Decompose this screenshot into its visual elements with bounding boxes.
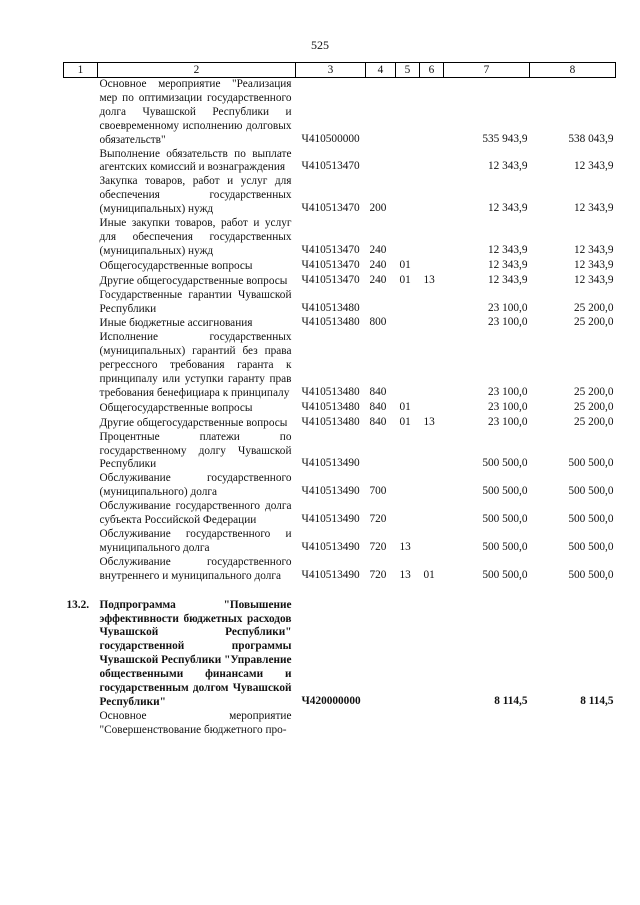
row-name: Процентные платежи по государственному долгу Чувашской Республики — [99, 430, 292, 471]
subsection-code — [420, 528, 444, 556]
amount-year-2: 500 500,0 — [568, 513, 614, 526]
row-name: Основное мероприятие "Совершенствование бюджетного про- — [99, 709, 292, 736]
target-article-code: Ч410513470 — [301, 258, 360, 271]
amount-year-1: 12 343,9 — [487, 273, 528, 286]
expense-type-code: 240 — [369, 273, 387, 286]
table-row — [64, 472, 616, 500]
subsection-code — [420, 599, 444, 710]
expense-type-code: 240 — [369, 243, 387, 256]
amount-year-1 — [444, 710, 530, 738]
amount-year-1: 8 114,5 — [494, 694, 528, 707]
section-code — [396, 472, 420, 500]
row-number — [64, 528, 98, 556]
section-code: 01 — [399, 258, 411, 271]
target-article-code: Ч410500000 — [301, 132, 360, 145]
row-number — [64, 416, 98, 431]
table-row — [64, 528, 616, 556]
column-header: 8 — [530, 63, 616, 78]
section-code — [396, 289, 420, 317]
expense-type-code — [366, 289, 396, 317]
row-name: Иные бюджетные ассигнования — [99, 317, 253, 330]
target-article-code: Ч410513480 — [301, 415, 360, 428]
amount-year-1: 23 100,0 — [487, 400, 528, 413]
row-number — [64, 556, 98, 584]
subsection-code: 13 — [423, 415, 435, 428]
table-row — [64, 556, 616, 584]
amount-year-2: 12 343,9 — [573, 273, 614, 286]
target-article-code — [296, 710, 366, 738]
target-article-code: Ч410513480 — [301, 400, 360, 413]
row-name: Исполнение государственных (муниципальных) гарантий без права регрессного требования гаранта к принципалу или уступки гаранту прав требования бенефициара к принципалу — [99, 331, 292, 399]
expense-type-code: 840 — [369, 415, 387, 428]
amount-year-2: 25 200,0 — [573, 301, 614, 314]
subsection-code — [420, 259, 444, 274]
amount-year-1: 23 100,0 — [487, 301, 528, 314]
amount-year-1: 500 500,0 — [482, 513, 528, 526]
target-article-code: Ч410513470 — [301, 202, 360, 215]
target-article-code: Ч410513470 — [301, 273, 360, 286]
row-name: Обслуживание государственного (муниципального) долга — [99, 472, 292, 499]
target-article-code: Ч420000000 — [301, 694, 361, 707]
section-code — [396, 599, 420, 710]
row-name: Общегосударственные вопросы — [99, 401, 253, 414]
expense-type-code: 800 — [369, 316, 387, 329]
target-article-code: Ч410513490 — [301, 513, 360, 526]
subsection-code — [420, 316, 444, 331]
amount-year-2: 12 343,9 — [573, 258, 614, 271]
section-code: 13 — [399, 540, 411, 553]
column-header: 1 — [64, 63, 98, 78]
expense-type-code: 840 — [369, 385, 387, 398]
table-row — [64, 331, 616, 401]
row-number — [64, 175, 98, 217]
subsection-code: 13 — [423, 273, 435, 286]
row-name: Государственные гарантии Чувашской Республики — [99, 288, 292, 315]
amount-year-1: 500 500,0 — [482, 485, 528, 498]
expense-type-code — [366, 78, 396, 148]
section-code: 01 — [399, 400, 411, 413]
row-number — [64, 401, 98, 416]
row-name: Другие общегосударственные вопросы — [99, 416, 288, 429]
expense-type-code — [366, 599, 396, 710]
subsection-code — [420, 500, 444, 528]
row-name: Подпрограмма "Повышение эффективности бюджетных расходов Чувашской Республики" государственной программы Чувашской Республики "Управление общественными финансами и государственным долгом Чувашской Республики" — [99, 598, 292, 708]
section-code: 01 — [399, 273, 411, 286]
table-row — [64, 401, 616, 416]
section-code — [396, 316, 420, 331]
section-code: 01 — [399, 415, 411, 428]
row-name: Общегосударственные вопросы — [99, 259, 253, 272]
row-number — [64, 148, 98, 176]
subsection-code — [420, 148, 444, 176]
section-code — [396, 148, 420, 176]
section-code — [396, 500, 420, 528]
table-row — [64, 217, 616, 259]
amount-year-1: 12 343,9 — [487, 258, 528, 271]
section-code: 13 — [399, 568, 411, 581]
amount-year-2: 500 500,0 — [568, 485, 614, 498]
amount-year-2: 25 200,0 — [573, 415, 614, 428]
section-code — [396, 217, 420, 259]
row-number — [64, 289, 98, 317]
amount-year-2: 25 200,0 — [573, 316, 614, 329]
row-number — [64, 78, 98, 148]
section-code — [396, 175, 420, 217]
row-name: Обслуживание государственного внутреннего и муниципального долга — [99, 555, 292, 582]
table-row — [64, 148, 616, 176]
column-header: 6 — [420, 63, 444, 78]
column-header: 2 — [98, 63, 296, 78]
row-number — [64, 259, 98, 274]
table-header-row — [64, 63, 616, 78]
target-article-code: Ч410513490 — [301, 568, 360, 581]
subsection-code — [420, 289, 444, 317]
row-number — [64, 710, 98, 738]
table-row — [64, 259, 616, 274]
subsection-code — [420, 331, 444, 401]
row-number — [64, 500, 98, 528]
amount-year-2: 538 043,9 — [568, 132, 614, 145]
spacer-cell — [64, 584, 616, 599]
row-number — [64, 472, 98, 500]
amount-year-1: 12 343,9 — [487, 160, 528, 173]
amount-year-1: 12 343,9 — [487, 243, 528, 256]
amount-year-2 — [530, 710, 616, 738]
amount-year-2: 25 200,0 — [573, 385, 614, 398]
subsection-code — [420, 710, 444, 738]
row-name: Основное мероприятие "Реализация мер по оптимизации государственного долга Чувашской Республики и своевременному исполнению долговых обязательств" — [99, 78, 292, 146]
subsection-code — [420, 401, 444, 416]
column-header: 4 — [366, 63, 396, 78]
expense-type-code: 720 — [369, 568, 387, 581]
row-number — [64, 431, 98, 473]
expense-type-code — [366, 710, 396, 738]
amount-year-2: 25 200,0 — [573, 400, 614, 413]
expense-type-code: 700 — [369, 485, 387, 498]
target-article-code: Ч410513490 — [301, 457, 360, 470]
subsection-code: 01 — [423, 568, 435, 581]
row-number — [64, 316, 98, 331]
row-name: Обслуживание государственного и муниципального долга — [99, 528, 292, 554]
subsection-code — [420, 175, 444, 217]
spacer-row — [64, 584, 616, 599]
row-number — [64, 331, 98, 401]
amount-year-2: 12 343,9 — [573, 202, 614, 215]
table-row — [64, 416, 616, 431]
amount-year-2: 8 114,5 — [580, 694, 614, 707]
target-article-code: Ч410513480 — [301, 385, 360, 398]
amount-year-2: 500 500,0 — [568, 457, 614, 470]
expense-type-code: 840 — [369, 400, 387, 413]
amount-year-1: 500 500,0 — [482, 568, 528, 581]
column-header: 7 — [444, 63, 530, 78]
target-article-code: Ч410513480 — [301, 316, 360, 329]
row-number: 13.2. — [66, 598, 90, 611]
table-row — [64, 289, 616, 317]
amount-year-2: 500 500,0 — [568, 540, 614, 553]
amount-year-1: 23 100,0 — [487, 385, 528, 398]
section-code — [396, 431, 420, 473]
target-article-code: Ч410513470 — [301, 243, 360, 256]
table-row — [64, 431, 616, 473]
row-name: Иные закупки товаров, работ и услуг для обеспечения государственных (муниципальных) нужд — [99, 217, 292, 257]
expense-type-code — [366, 431, 396, 473]
column-header: 3 — [296, 63, 366, 78]
table-row — [64, 274, 616, 289]
section-code — [396, 710, 420, 738]
table-row — [64, 500, 616, 528]
amount-year-1: 23 100,0 — [487, 415, 528, 428]
amount-year-1: 23 100,0 — [487, 316, 528, 329]
subsection-code — [420, 472, 444, 500]
amount-year-1: 535 943,9 — [482, 132, 528, 145]
subsection-code — [420, 431, 444, 473]
expense-type-code: 720 — [369, 513, 387, 526]
amount-year-2: 12 343,9 — [573, 243, 614, 256]
target-article-code: Ч410513480 — [301, 301, 360, 314]
amount-year-1: 500 500,0 — [482, 540, 528, 553]
table-row — [64, 78, 616, 148]
row-name: Другие общегосударственные вопросы — [99, 274, 288, 287]
table-row — [64, 175, 616, 217]
column-header: 5 — [396, 63, 420, 78]
expense-type-code: 720 — [369, 540, 387, 553]
amount-year-1: 500 500,0 — [482, 457, 528, 470]
table-row — [64, 316, 616, 331]
row-number — [64, 217, 98, 259]
amount-year-1: 12 343,9 — [487, 202, 528, 215]
row-name: Обслуживание государственного долга субъекта Российской Федерации — [99, 500, 292, 527]
page-number: 525 — [311, 38, 329, 52]
budget-table — [63, 62, 616, 738]
section-code — [396, 331, 420, 401]
target-article-code: Ч410513490 — [301, 540, 360, 553]
table-row — [64, 599, 616, 710]
table-row — [64, 710, 616, 738]
expense-type-code — [366, 148, 396, 176]
subsection-code — [420, 78, 444, 148]
target-article-code: Ч410513490 — [301, 485, 360, 498]
expense-type-code: 240 — [369, 258, 387, 271]
amount-year-2: 500 500,0 — [568, 568, 614, 581]
row-number — [64, 274, 98, 289]
row-name: Выполнение обязательств по выплате агентских комиссий и вознаграждения — [99, 147, 292, 174]
amount-year-2: 12 343,9 — [573, 160, 614, 173]
row-name: Закупка товаров, работ и услуг для обеспечения государственных (муниципальных) нужд — [99, 175, 292, 216]
target-article-code: Ч410513470 — [301, 160, 360, 173]
subsection-code — [420, 217, 444, 259]
section-code — [396, 78, 420, 148]
expense-type-code: 200 — [369, 202, 387, 215]
